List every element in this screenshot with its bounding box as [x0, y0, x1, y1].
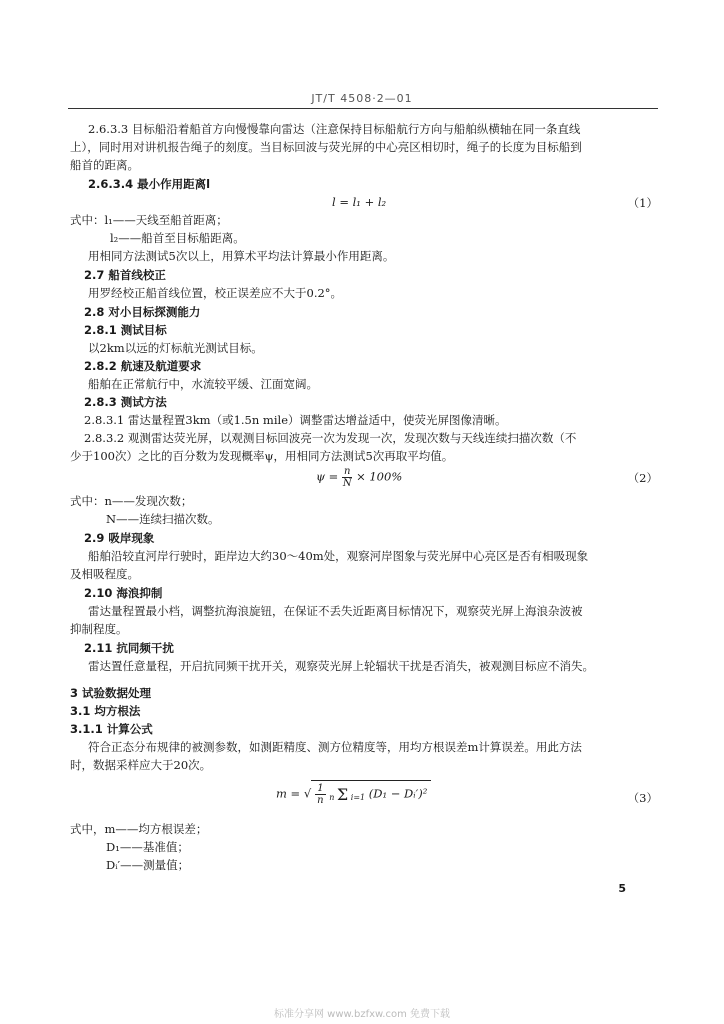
equation-number: （2）: [627, 471, 658, 485]
text-line: 2.8.3.1 雷达量程置3km（或1.5n mile）调整雷达增益适中，使荧光屏图像清晰。: [84, 413, 507, 427]
section-heading: 2.11 抗同频干扰: [84, 641, 174, 655]
text-line: 少于100次）之比的百分数为发现概率ψ，用相同方法测试5次再取平均值。: [70, 449, 454, 463]
text-line: N——连续扫描次数。: [106, 512, 220, 526]
equation-2-rhs: × 100%: [356, 469, 403, 484]
text-line: 雷达量程置最小档，调整抗海浪旋钮，在保证不丢失近距离目标情况下，观察荧光屏上海浪杂波被: [88, 604, 583, 618]
equation-2-lhs: ψ =: [316, 469, 339, 484]
denominator: n: [317, 795, 324, 806]
text-line: Dᵢ′——测量值；: [106, 858, 190, 872]
equation-2: [316, 466, 402, 489]
section-heading: 3.1 均方根法: [70, 704, 141, 718]
sum-lower: i=1: [350, 792, 366, 802]
equation-number: （1）: [627, 196, 658, 210]
text-line: 抑制程度。: [70, 622, 128, 636]
text-line: 用相同方法测试5次以上，用算术平均法计算最小作用距离。: [88, 249, 395, 263]
text-line: 式中：n——发现次数；: [70, 494, 193, 508]
text-line: 以2km以远的灯标航光测试目标。: [88, 341, 263, 355]
text-line: 雷达置任意量程，开启抗同频干扰开关，观察荧光屏上轮辐状干扰是否消失，被观测目标应不消失。: [88, 659, 594, 673]
standard-code-header: JT/T 4508·2—01: [311, 92, 413, 105]
summation: n Σ i=1: [329, 784, 366, 804]
numerator: n: [343, 466, 351, 477]
text-line: 船首的距离。: [70, 158, 139, 172]
section-heading: 2.8.2 航速及航道要求: [84, 359, 202, 373]
text-line: 用罗经校正船首线位置，校正误差应不大于0.2°。: [88, 286, 343, 300]
equation-3: [276, 780, 431, 806]
sum-body: (D₁ − Dᵢ′)²: [368, 786, 428, 801]
text-line: D₁——基准值；: [106, 840, 189, 854]
page-number: 5: [618, 882, 626, 895]
text-line: 式中，m——均方根误差；: [70, 822, 208, 836]
text-line: 符合正态分布规律的被测参数，如测距精度、测方位精度等，用均方根误差m计算误差。用此方法: [88, 740, 582, 754]
equation-number: （3）: [627, 791, 658, 805]
text-line: 船舶沿较直河岸行驶时，距岸边大约30～40m处，观察河岸图象与荧光屏中心亮区是否有相吸现象: [88, 549, 589, 563]
fraction: [342, 466, 352, 489]
header-rule: [68, 108, 658, 109]
section-heading: 2.8.3 测试方法: [84, 395, 167, 409]
equation-3-lhs: m =: [276, 786, 301, 801]
section-heading: 2.6.3.4 最小作用距离l: [88, 177, 211, 191]
text-line: 船舶在正常航行中，水流较平缓、江面宽阔。: [88, 377, 318, 391]
text-line: 2.6.3.3 目标船沿着船首方向慢慢靠向雷达（注意保持目标船航行方向与船舶纵横轴在同一条直线: [88, 122, 581, 136]
footer-watermark: 标准分享网 www.bzfxw.com 免费下载: [274, 1009, 450, 1020]
section-heading: 3.1.1 计算公式: [70, 722, 153, 736]
denominator: N: [342, 478, 352, 489]
text-line: 时，数据采样应大于20次。: [70, 758, 212, 772]
text-line: l₂——船首至目标船距离。: [110, 231, 245, 245]
square-root: √ $\frac{1}{n}$ n Σ i=1 (D₁ − Dᵢ′)²: [304, 780, 431, 806]
section-heading: 2.9 吸岸现象: [84, 531, 155, 545]
section-heading: 2.8 对小目标探测能力: [84, 305, 201, 319]
text-line: 式中：l₁——天线至船首距离；: [70, 213, 228, 227]
section-heading: 2.7 船首线校正: [84, 268, 166, 282]
section-heading: 2.10 海浪抑制: [84, 586, 163, 600]
text-line: 2.8.3.2 观测雷达荧光屏，以观测目标回波亮一次为发现一次，发现次数与天线连续扫描次数（不: [84, 431, 577, 445]
chapter-heading: 3 试验数据处理: [70, 686, 152, 700]
equation-1: l = l₁ + l₂: [332, 195, 387, 209]
section-heading: 2.8.1 测试目标: [84, 323, 167, 337]
text-line: 上），同时用对讲机报告绳子的刻度。当目标回波与荧光屏的中心亮区相切时，绳子的长度为目标船到: [70, 140, 582, 154]
fraction: [315, 783, 325, 806]
text-line: 及相吸程度。: [70, 567, 139, 581]
numerator: 1: [317, 783, 324, 794]
sum-upper: n: [329, 792, 335, 802]
